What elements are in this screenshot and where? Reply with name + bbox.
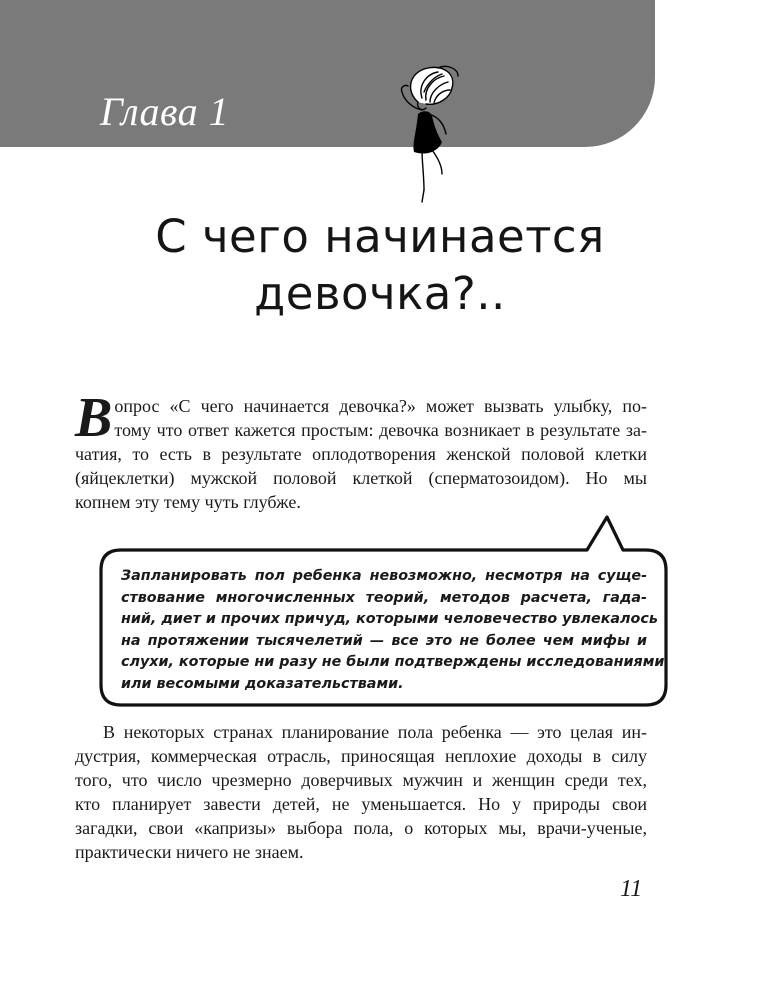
chapter-title-line-1: С чего начинается [155, 210, 605, 263]
girl-dancer-illustration [378, 62, 468, 204]
callout-line: ний, диет и прочих причуд, которыми человечество увлекалось [121, 611, 658, 627]
paragraph-line: чатия, то есть в результате оплодотворения женской половой клетки [75, 444, 647, 464]
chapter-header-band [0, 0, 655, 147]
callout-line: ствование многочисленных теорий, методов расчета, гада- [121, 589, 647, 606]
intro-paragraph [75, 387, 647, 514]
speech-bubble-callout [99, 548, 670, 706]
chapter-title-line-2: девочка?.. [254, 267, 506, 320]
callout-line: на протяжении тысячелетий — все это не более чем мифы и [121, 632, 647, 649]
paragraph-line: копнем эту тему чуть глубже. [75, 492, 301, 512]
paragraph-line: тому что ответ кажется простым: девочка возникает в результате за- [114, 420, 647, 440]
paragraph-line: опрос «С чего начинается девочка?» может вызвать улыбку, по- [114, 396, 647, 416]
paragraph-line: кто планирует завести детей, не уменьшается. Но у природы свои [75, 794, 647, 814]
paragraph-line: практически ничего не знаем. [75, 842, 304, 862]
paragraph-line: В некоторых странах планирование пола ребенка — это целая ин- [103, 722, 647, 742]
callout-line: Запланировать пол ребенка невозможно, несмотря на суще- [121, 568, 647, 584]
callout-line: слухи, которые ни разу не были подтверждены исследованиями [121, 654, 665, 670]
chapter-title [80, 208, 680, 322]
paragraph-line: загадки, свои «капризы» выбора пола, о которых мы, врачи-ученые, [75, 818, 647, 838]
body-paragraph [75, 720, 647, 864]
paragraph-line: (яйцеклетки) мужской половой клеткой (сперматозоидом). Но мы [75, 468, 647, 488]
page-number: 11 [620, 876, 643, 902]
callout-text [121, 566, 665, 695]
drop-cap: В [75, 387, 113, 449]
chapter-label: Глава 1 [100, 89, 230, 134]
callout-line: или весомыми доказательствами. [121, 675, 404, 692]
paragraph-line: того, что число чрезмерно доверчивых мужчин и женщин среди тех, [75, 770, 647, 790]
paragraph-line: дустрия, коммерческая отрасль, приносящая неплохие доходы в силу [75, 746, 647, 766]
